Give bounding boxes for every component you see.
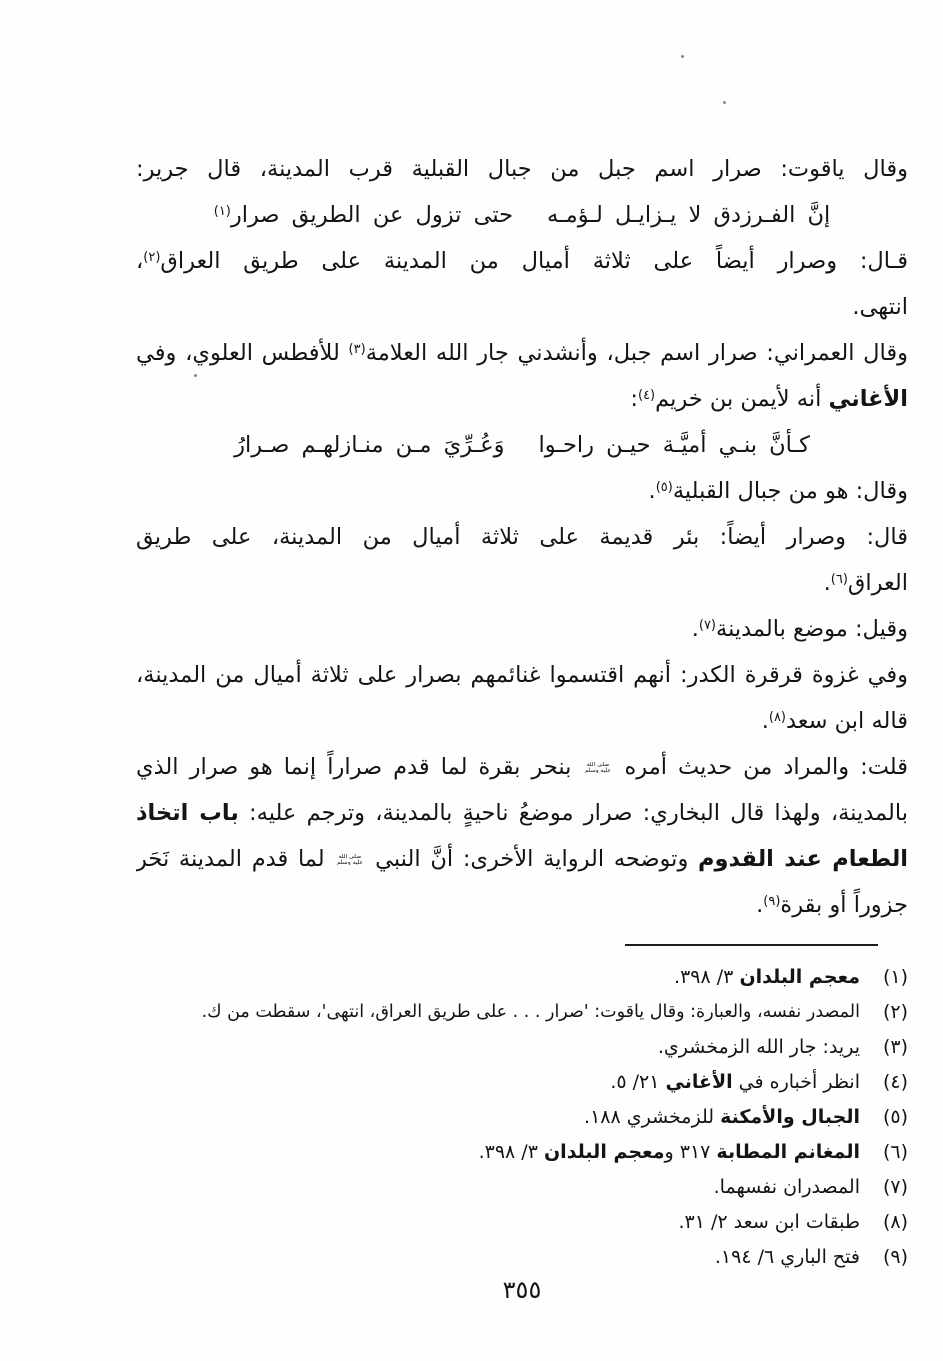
paragraph-ghazwa-qarqarat-alkudr <box>136 652 908 744</box>
footnote-2 <box>132 995 908 1030</box>
text-segment: طبقات ابن سعد ٢/ ٣١. <box>678 1211 860 1233</box>
text-segment: المصدر نفسه، والعبارة: وقال ياقوت: 'صرار . . . على طريق العراق، انتهى'، سقطت من ك. <box>201 1002 860 1022</box>
text-segment: معجم البلدان <box>543 1141 665 1163</box>
paragraph-old-well <box>136 514 908 606</box>
text-segment: قـال: وصرار أيضاً على ثلاثة أميال من المدينة على طريق العراق <box>160 248 908 274</box>
text-segment: للأفطس العلوي، وفي <box>136 340 349 366</box>
footnote-ref: (٣) <box>348 342 366 357</box>
footnote-number: (١) <box>882 966 908 988</box>
footnote-text <box>132 1240 860 1275</box>
text-segment: الأغاني <box>828 386 908 412</box>
verse-hemistich-left <box>214 192 513 238</box>
footnote-ref: (١) <box>213 204 231 219</box>
footnote-6 <box>132 1135 908 1170</box>
text-segment: أنه لأيمن بن خريم <box>655 386 829 412</box>
verse-hemistich-left <box>234 422 504 468</box>
verse-ayman-ibn-khuraym <box>136 422 908 468</box>
text-segment: انتهى. <box>852 294 908 320</box>
text-segment: وقال ياقوت: صرار اسم جبل من جبال القبلية قرب المدينة، قال جرير: <box>136 156 908 182</box>
text-segment: ٣/ ٣٩٨. <box>478 1141 544 1163</box>
verse-hemistich-right <box>547 192 830 238</box>
paragraph-umrani <box>136 330 908 422</box>
text-segment: الجبال والأمكنة <box>720 1106 860 1128</box>
text-segment: حتى تزول عن الطريق صرار <box>230 202 514 228</box>
salla-allahu-alayhi-wasallam-symbol: صلى الله عليه وسلم <box>584 762 612 773</box>
footnote-text <box>132 1205 860 1240</box>
paragraph-qibliyya-mountains <box>136 468 908 514</box>
text-segment: قلت: والمراد من حديث أمره <box>613 754 908 780</box>
text-segment: لما قدم المدينة نَحَر جزوراً أو بقرة <box>136 846 908 918</box>
footnote-8 <box>132 1205 908 1240</box>
footnote-number: (٦) <box>882 1141 908 1163</box>
text-segment: فتح الباري ٦/ ١٩٤. <box>714 1246 860 1268</box>
text-segment: : <box>630 386 638 412</box>
text-segment: وقال: هو من جبال القبلية <box>672 478 908 504</box>
footnote-4 <box>132 1065 908 1100</box>
text-segment: وتوضحه الرواية الأخرى: أنَّ النبي <box>365 846 699 872</box>
footnote-ref: (٧) <box>698 618 716 633</box>
text-segment: باب اتخاذ الطعام عند القدوم <box>136 800 908 872</box>
text-segment: . <box>756 892 764 918</box>
text-segment: وقيل: موضع بالمدينة <box>716 616 908 642</box>
text-segment: . <box>648 478 656 504</box>
footnote-ref: (٢) <box>143 250 161 265</box>
page-number: ٣٥٥ <box>502 1276 542 1304</box>
footnote-ref: (٥) <box>655 480 673 495</box>
footnote-ref: (٤) <box>637 388 656 403</box>
footnote-7 <box>132 1170 908 1205</box>
text-segment: . <box>823 570 831 596</box>
verse-hemistich-right <box>538 422 809 468</box>
text-segment: انظر أخباره في <box>732 1071 860 1093</box>
footnote-ref: (٨) <box>768 710 786 725</box>
footnote-text <box>132 995 860 1030</box>
footnote-number: (٤) <box>882 1071 908 1093</box>
text-segment: العراق <box>847 570 908 596</box>
footnote-number: (٧) <box>882 1176 908 1198</box>
text-segment: ، <box>136 248 144 274</box>
text-segment: المصدران نفسهما. <box>713 1176 860 1198</box>
footnote-number: (٢) <box>882 1001 908 1023</box>
text-segment: الأغاني <box>665 1071 733 1093</box>
text-segment: وفي غزوة قرقرة الكدر: أنهم اقتسموا غنائمهم بصرار على ثلاثة أميال من المدينة، قاله ابن سعد <box>136 662 908 734</box>
text-segment: معجم البلدان <box>739 966 860 988</box>
text-segment: ٣١٧ و <box>664 1141 717 1163</box>
scan-speckle <box>681 55 684 58</box>
footnote-1 <box>132 960 908 995</box>
body-text-block <box>136 146 908 948</box>
text-segment: ٣/ ٣٩٨. <box>674 966 740 988</box>
footnote-number: (٨) <box>882 1211 908 1233</box>
footnote-9 <box>132 1240 908 1275</box>
text-segment: ٢١/ ٥. <box>610 1071 666 1093</box>
verse-jarir <box>136 192 908 238</box>
footnote-ref: (٩) <box>763 894 781 909</box>
footnote-text <box>132 1030 860 1065</box>
text-segment: قال: وصرار أيضاً: بئر قديمة على ثلاثة أميال من المدينة، على طريق <box>136 524 908 550</box>
footnote-number: (٣) <box>882 1036 908 1058</box>
text-segment: بنحر بقرة لما قدم صراراً إنما هو صرار الذي بالمدينة، ولهذا قال البخاري: صرار موضعُ ناحيةٍ بالمدينة، وترجم عليه: <box>136 754 908 826</box>
salla-allahu-alayhi-wasallam-symbol: صلى الله عليه وسلم <box>336 854 364 865</box>
footnote-text <box>132 960 860 995</box>
text-segment: يريد: جار الله الزمخشري. <box>657 1036 860 1058</box>
paragraph-yaqut-intro <box>136 146 908 192</box>
text-segment: وَعُـرِّيَ مـن منـازلهـم صـرارُ <box>234 432 505 458</box>
footnote-number: (٥) <box>882 1106 908 1128</box>
footnotes-block <box>132 960 908 1275</box>
paragraph-place-in-medina <box>136 606 908 652</box>
footnote-3 <box>132 1030 908 1065</box>
footnote-5 <box>132 1100 908 1135</box>
text-segment: للزمخشري ١٨٨. <box>584 1106 721 1128</box>
footnote-text <box>132 1100 860 1135</box>
text-segment: كـأنَّ بنـي أميَّـة حيـن راحـوا <box>538 432 810 458</box>
text-segment: . <box>761 708 769 734</box>
scan-speckle <box>723 101 726 104</box>
footnote-text <box>132 1065 860 1100</box>
footnote-separator <box>625 944 878 946</box>
paragraph-yaqut-three-miles <box>136 238 908 330</box>
footnote-ref: (٦) <box>830 572 848 587</box>
footnote-text <box>132 1135 860 1170</box>
text-segment: المغانم المطابة <box>716 1141 860 1163</box>
paragraph-author-comment <box>136 744 908 928</box>
text-segment: . <box>691 616 699 642</box>
text-segment: إنَّ الفـرزدق لا يـزايـل لـؤمـه <box>547 202 831 228</box>
footnote-number: (٩) <box>882 1246 908 1268</box>
text-segment: وقال العمراني: صرار اسم جبل، وأنشدني جار الله العلامة <box>365 340 908 366</box>
footnote-text <box>132 1170 860 1205</box>
